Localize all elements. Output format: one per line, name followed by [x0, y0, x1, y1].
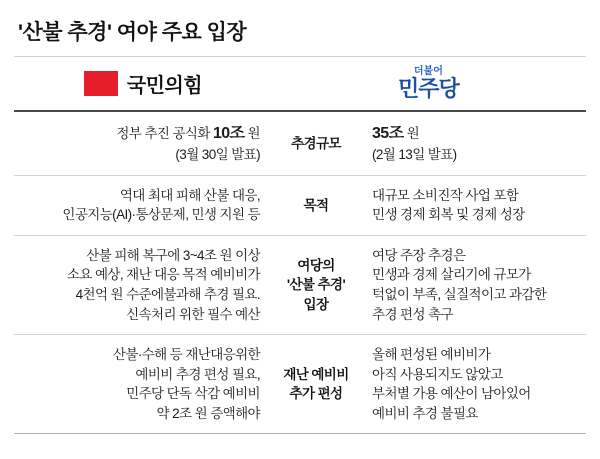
header-left-party	[14, 69, 272, 98]
ppp-party-name: 국민의힘	[126, 75, 203, 97]
text-line: 약 2조 원 증액해야	[156, 405, 260, 421]
text-line: 정부 추진 공식화 10조 원	[116, 125, 260, 142]
text-line: 민생과 경제 살리기에 규모가	[372, 267, 531, 283]
cell-category	[272, 112, 360, 175]
category-line: 여당의	[297, 257, 335, 273]
text-line: 신속처리 위한 필수 예산	[126, 306, 260, 322]
dem-party-prefix: 더불어	[413, 66, 443, 77]
category-line: 입장	[303, 296, 329, 312]
category-line: 추경규모	[291, 135, 341, 151]
cell-ppp-position	[14, 236, 272, 334]
cell-dem-position	[360, 112, 586, 175]
header-right-party	[360, 67, 586, 100]
category-line: '산불 추경'	[286, 277, 346, 293]
table-row	[14, 176, 586, 236]
cell-category	[272, 335, 360, 433]
text-line: 턱없이 부족, 실질적이고 과감한	[372, 287, 547, 302]
table-body	[14, 112, 586, 434]
table-row	[14, 335, 586, 434]
table-row	[14, 236, 586, 335]
text-line: 추경 편성 촉구	[372, 306, 453, 322]
text-line: 산불 피해 복구에 3~4조 원 이상	[86, 247, 260, 263]
text-line: 예비비 추경 불필요	[372, 405, 478, 421]
text-line: 역대 최대 피해 산불 대응,	[119, 187, 260, 203]
dem-logo-group	[368, 67, 459, 100]
cell-ppp-position	[14, 335, 272, 433]
cell-category	[272, 236, 360, 334]
text-line: 35조 원	[372, 125, 420, 142]
text-line: 부처별 가용 예산이 남아있어	[372, 386, 531, 402]
ppp-square-icon	[84, 71, 118, 96]
cell-dem-position	[360, 236, 586, 334]
text-line: (3월 30일 발표)	[175, 147, 260, 163]
text-line: 민생 경제 회복 및 경제 성장	[372, 207, 525, 223]
cell-category	[272, 176, 360, 235]
category-line: 재난 예비비	[283, 366, 349, 382]
text-line: 인공지능(AI)·통상문제, 민생 지원 등	[62, 207, 260, 223]
cell-ppp-position	[14, 176, 272, 235]
ppp-logo-group	[84, 69, 202, 98]
text-line: (2월 13일 발표)	[372, 147, 457, 163]
text-line: 민주당 단독 삭감 예비비	[126, 386, 260, 402]
text-line: 여당 주장 추경은	[372, 247, 466, 263]
text-line: 대규모 소비진작 사업 포함	[372, 187, 519, 203]
cell-ppp-position	[14, 112, 272, 175]
page-title: '산불 추경' 여야 주요 입장	[18, 21, 247, 44]
table-header-row	[14, 56, 586, 112]
text-line: 예비비 추경 편성 필요,	[135, 366, 260, 382]
dem-party-name: 민주당	[398, 76, 459, 101]
table-row	[14, 112, 586, 176]
category-line: 추가 편성	[289, 386, 343, 402]
text-line: 소요 예상, 재난 대응 목적 예비비가	[66, 267, 260, 283]
text-line: 아직 사용되지도 않았고	[372, 366, 503, 382]
text-line: 올해 편성된 예비비가	[372, 347, 491, 363]
category-line: 목적	[303, 197, 329, 213]
cell-dem-position	[360, 176, 586, 235]
text-line: 4천억 원 수준에불과해 추경 필요.	[75, 287, 260, 302]
text-line: 산불·수해 등 재난대응위한	[112, 347, 260, 363]
cell-dem-position	[360, 335, 586, 433]
